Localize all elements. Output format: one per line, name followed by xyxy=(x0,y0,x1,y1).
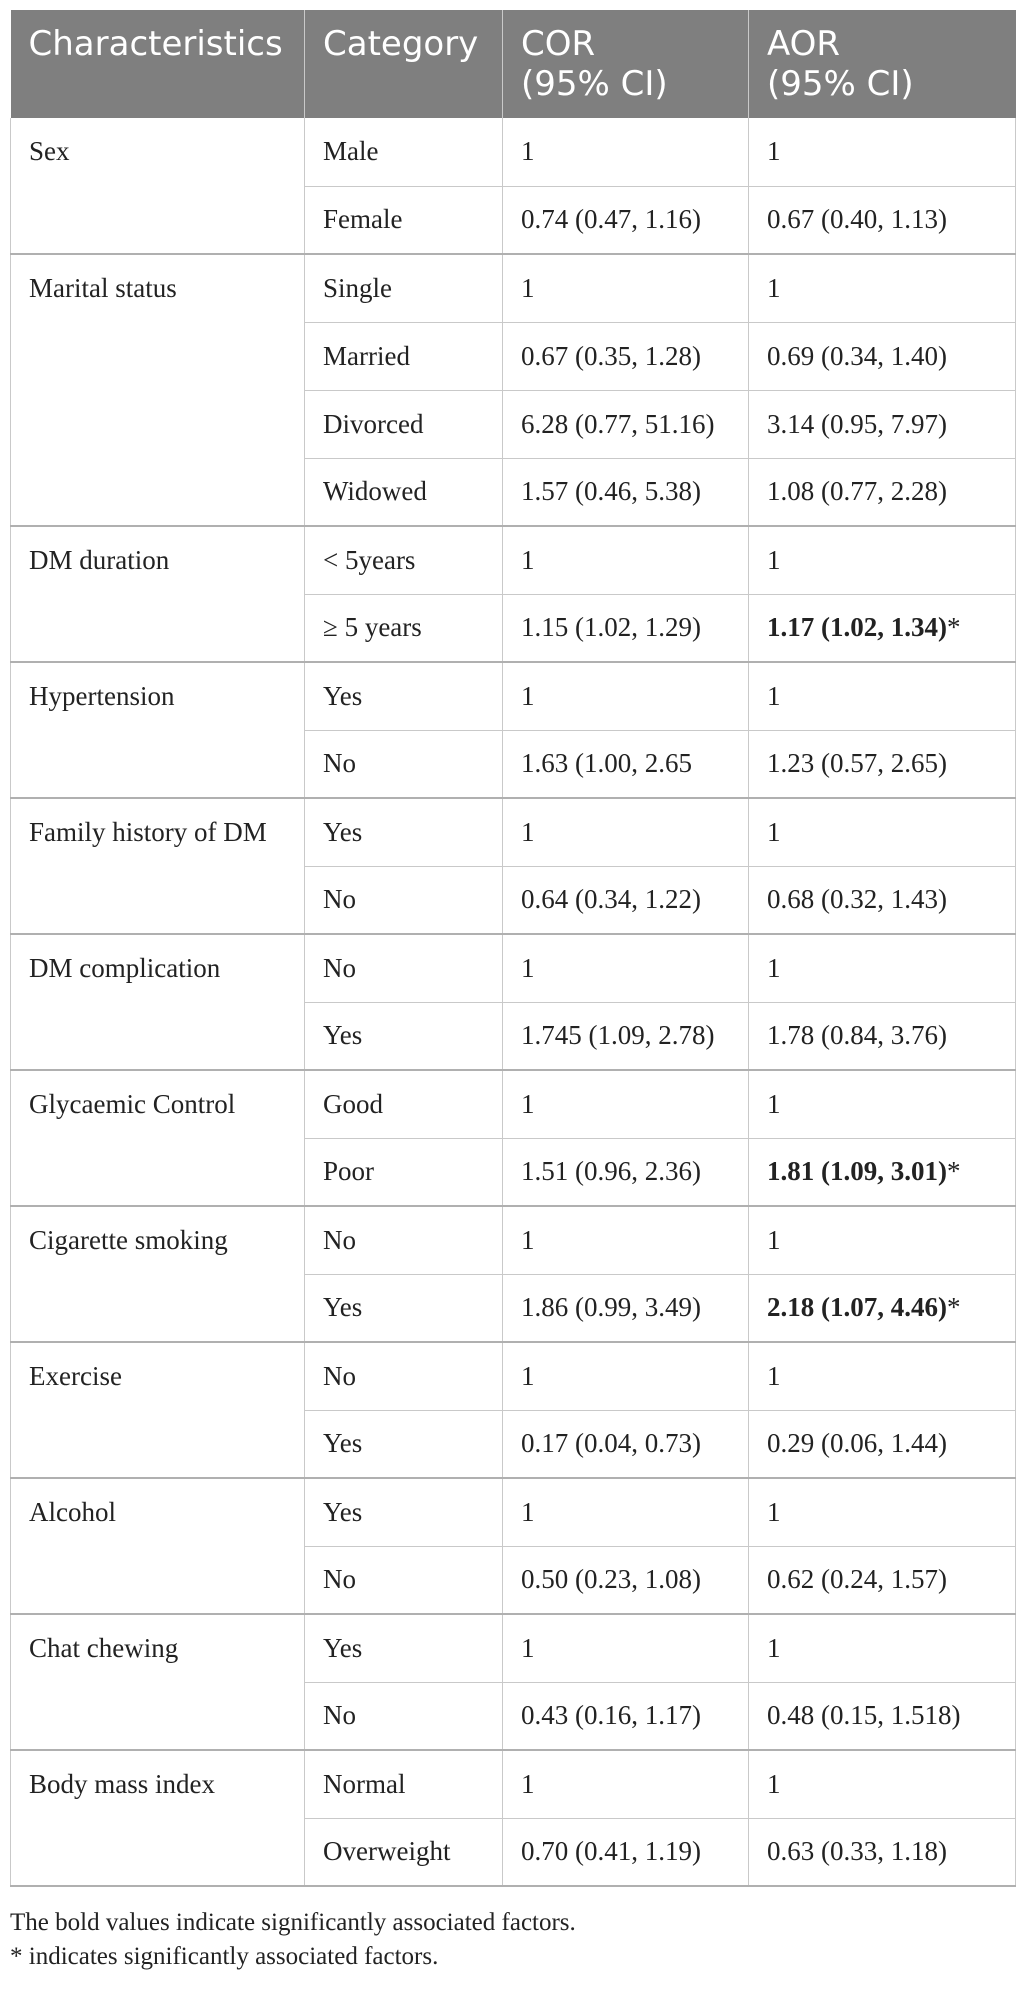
cor-cell: 1 xyxy=(503,1070,749,1138)
aor-cell: 1 xyxy=(749,118,1016,186)
category-cell: ≥ 5 years xyxy=(305,594,503,662)
aor-cell: 1 xyxy=(749,1750,1016,1818)
category-cell: Male xyxy=(305,118,503,186)
cor-cell: 1 xyxy=(503,662,749,730)
table-footnotes xyxy=(10,1906,1015,1974)
aor-cell: 1 xyxy=(749,662,1016,730)
characteristic-cell: Marital status xyxy=(11,254,305,526)
category-cell: No xyxy=(305,1206,503,1274)
table-row xyxy=(11,1206,1016,1274)
category-cell: Yes xyxy=(305,798,503,866)
aor-cell: 1.23 (0.57, 2.65) xyxy=(749,730,1016,798)
aor-value: 1.17 (1.02, 1.34) xyxy=(767,612,947,643)
cor-cell: 0.74 (0.47, 1.16) xyxy=(503,186,749,254)
aor-cell: 0.69 (0.34, 1.40) xyxy=(749,322,1016,390)
cor-cell: 0.17 (0.04, 0.73) xyxy=(503,1410,749,1478)
aor-cell: 3.14 (0.95, 7.97) xyxy=(749,390,1016,458)
aor-cell: 1 xyxy=(749,798,1016,866)
aor-value: 1.81 (1.09, 3.01) xyxy=(767,1156,947,1187)
category-cell: Single xyxy=(305,254,503,322)
aor-cell: 1 xyxy=(749,1478,1016,1546)
category-cell: No xyxy=(305,934,503,1002)
footnote-bold: The bold values indicate significantly associated factors. xyxy=(10,1909,576,1936)
cor-cell: 1 xyxy=(503,254,749,322)
cor-cell: 1.57 (0.46, 5.38) xyxy=(503,458,749,526)
characteristic-cell: Family history of DM xyxy=(11,798,305,934)
cor-cell: 1 xyxy=(503,1342,749,1410)
category-cell: Yes xyxy=(305,1614,503,1682)
cor-cell: 1.745 (1.09, 2.78) xyxy=(503,1002,749,1070)
cor-cell: 1 xyxy=(503,798,749,866)
cor-cell: 1.86 (0.99, 3.49) xyxy=(503,1274,749,1342)
table-header-row xyxy=(11,10,1016,118)
category-cell: Married xyxy=(305,322,503,390)
cor-cell: 1 xyxy=(503,1478,749,1546)
cor-cell: 0.43 (0.16, 1.17) xyxy=(503,1682,749,1750)
cor-cell: 0.70 (0.41, 1.19) xyxy=(503,1818,749,1886)
table-row xyxy=(11,798,1016,866)
aor-value: 2.18 (1.07, 4.46) xyxy=(767,1292,947,1323)
cor-cell: 1 xyxy=(503,934,749,1002)
cor-cell: 1.15 (1.02, 1.29) xyxy=(503,594,749,662)
category-cell: Yes xyxy=(305,1274,503,1342)
category-cell: No xyxy=(305,730,503,798)
aor-cell: 1 xyxy=(749,526,1016,594)
table-row xyxy=(11,1070,1016,1138)
category-cell: Overweight xyxy=(305,1818,503,1886)
header-category: Category xyxy=(305,10,503,118)
characteristic-cell: Exercise xyxy=(11,1342,305,1478)
aor-cell: 1 xyxy=(749,1070,1016,1138)
aor-cell: 1 xyxy=(749,254,1016,322)
cor-cell: 0.50 (0.23, 1.08) xyxy=(503,1546,749,1614)
aor-cell: 1 xyxy=(749,934,1016,1002)
category-cell: No xyxy=(305,1682,503,1750)
table-row xyxy=(11,1478,1016,1546)
table-body xyxy=(11,118,1016,1886)
aor-cell: 1.08 (0.77, 2.28) xyxy=(749,458,1016,526)
aor-cell: 0.48 (0.15, 1.518) xyxy=(749,1682,1016,1750)
category-cell: Yes xyxy=(305,1410,503,1478)
aor-cell: 1 xyxy=(749,1206,1016,1274)
category-cell: Normal xyxy=(305,1750,503,1818)
aor-cell xyxy=(749,594,1016,662)
aor-cell: 0.68 (0.32, 1.43) xyxy=(749,866,1016,934)
category-cell: Good xyxy=(305,1070,503,1138)
category-cell: No xyxy=(305,1342,503,1410)
cor-cell: 0.67 (0.35, 1.28) xyxy=(503,322,749,390)
category-cell: Yes xyxy=(305,1478,503,1546)
header-characteristics: Characteristics xyxy=(11,10,305,118)
table-row xyxy=(11,662,1016,730)
characteristic-cell: Hypertension xyxy=(11,662,305,798)
category-cell: Yes xyxy=(305,1002,503,1070)
cor-cell: 0.64 (0.34, 1.22) xyxy=(503,866,749,934)
table-row xyxy=(11,526,1016,594)
cor-cell: 1.51 (0.96, 2.36) xyxy=(503,1138,749,1206)
characteristic-cell: DM duration xyxy=(11,526,305,662)
characteristic-cell: Glycaemic Control xyxy=(11,1070,305,1206)
significance-marker: * xyxy=(946,612,961,643)
category-cell: Yes xyxy=(305,662,503,730)
aor-cell xyxy=(749,1274,1016,1342)
category-cell: Widowed xyxy=(305,458,503,526)
aor-cell: 0.67 (0.40, 1.13) xyxy=(749,186,1016,254)
aor-cell: 1 xyxy=(749,1342,1016,1410)
aor-cell xyxy=(749,1138,1016,1206)
category-cell: No xyxy=(305,866,503,934)
cor-cell: 1 xyxy=(503,118,749,186)
characteristic-cell: Body mass index xyxy=(11,1750,305,1886)
aor-cell: 0.29 (0.06, 1.44) xyxy=(749,1410,1016,1478)
cor-cell: 6.28 (0.77, 51.16) xyxy=(503,390,749,458)
table-row xyxy=(11,118,1016,186)
category-cell: No xyxy=(305,1546,503,1614)
cor-cell: 1 xyxy=(503,1206,749,1274)
aor-cell: 1 xyxy=(749,1614,1016,1682)
characteristic-cell: Alcohol xyxy=(11,1478,305,1614)
odds-ratio-table xyxy=(10,10,1016,1887)
aor-cell: 1.78 (0.84, 3.76) xyxy=(749,1002,1016,1070)
category-cell: Divorced xyxy=(305,390,503,458)
characteristic-cell: Sex xyxy=(11,118,305,254)
characteristic-cell: DM complication xyxy=(11,934,305,1070)
characteristic-cell: Chat chewing xyxy=(11,1614,305,1750)
header-cor: COR (95% CI) xyxy=(503,10,749,118)
cor-cell: 1 xyxy=(503,526,749,594)
significance-marker: * xyxy=(946,1292,961,1323)
cor-cell: 1.63 (1.00, 2.65 xyxy=(503,730,749,798)
table-row xyxy=(11,1750,1016,1818)
header-aor: AOR (95% CI) xyxy=(749,10,1016,118)
category-cell: < 5years xyxy=(305,526,503,594)
table-row xyxy=(11,1614,1016,1682)
table-container xyxy=(10,10,1015,1887)
category-cell: Female xyxy=(305,186,503,254)
aor-cell: 0.63 (0.33, 1.18) xyxy=(749,1818,1016,1886)
aor-cell: 0.62 (0.24, 1.57) xyxy=(749,1546,1016,1614)
table-row xyxy=(11,1342,1016,1410)
table-row xyxy=(11,254,1016,322)
cor-cell: 1 xyxy=(503,1614,749,1682)
footnote-asterisk: * indicates significantly associated factors. xyxy=(10,1943,439,1970)
characteristic-cell: Cigarette smoking xyxy=(11,1206,305,1342)
category-cell: Poor xyxy=(305,1138,503,1206)
table-row xyxy=(11,934,1016,1002)
cor-cell: 1 xyxy=(503,1750,749,1818)
significance-marker: * xyxy=(946,1156,961,1187)
